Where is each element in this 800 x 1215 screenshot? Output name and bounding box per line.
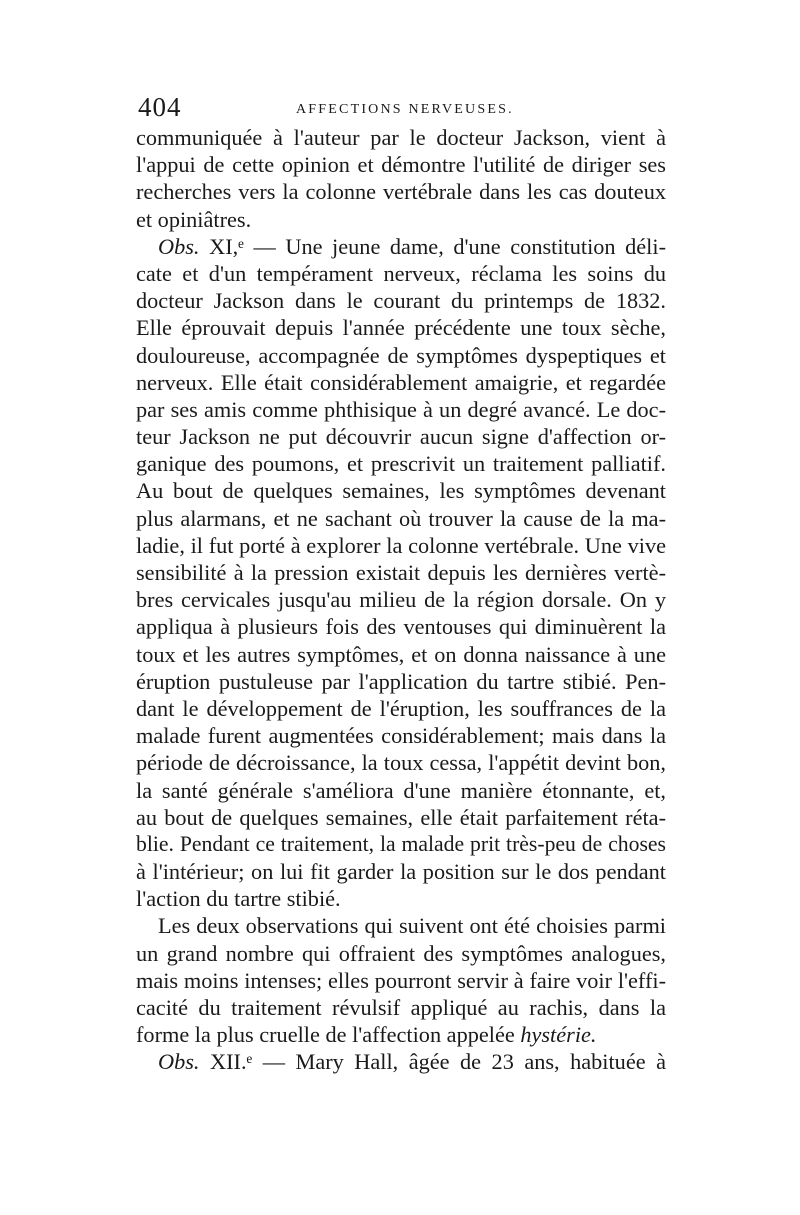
text-line: malade furent augmentées considérablement; mais dans la bbox=[136, 723, 666, 749]
text-line: sensibilité à la pression existait depuis les dernières vertè- bbox=[136, 560, 666, 585]
text-line: période de décroissance, la toux cessa, l'appétit devint bon, bbox=[136, 750, 666, 776]
text-line: la santé générale s'améliora d'une manière étonnante, et, bbox=[136, 777, 666, 803]
text-line: Obs. XII.ᵉ — Mary Hall, âgée de 23 ans, habituée à bbox=[158, 1049, 666, 1075]
text-line: et opiniâtres. bbox=[136, 206, 252, 232]
text-line: recherches vers la colonne vertébrale dans les cas douteux bbox=[136, 179, 666, 205]
obs-label: Obs. bbox=[158, 233, 200, 259]
text-line: Elle éprouvait depuis l'année précédente une toux sèche, bbox=[136, 315, 666, 341]
text-line: bres cervicales jusqu'au milieu de la région dorsale. On y bbox=[136, 587, 666, 613]
text-line: éruption pustuleuse par l'application du tartre stibié. Pen- bbox=[136, 668, 666, 694]
text-line: Au bout de quelques semaines, les symptômes devenant bbox=[136, 478, 666, 504]
text-line: docteur Jackson dans le courant du printemps de 1832. bbox=[136, 288, 666, 314]
text-line: mais moins intenses; elles pourront servir à faire voir l'effi- bbox=[136, 967, 666, 993]
text-line: blie. Pendant ce traitement, la malade prit très-peu de choses bbox=[136, 831, 666, 856]
obs-label: Obs. bbox=[158, 1049, 200, 1075]
text-line: douloureuse, accompagnée de symptômes dyspeptiques et bbox=[136, 342, 666, 368]
text-line: Obs. XI,ᵉ — Une jeune dame, d'une constitution déli- bbox=[158, 233, 666, 259]
text-line: forme la plus cruelle de l'affection appelée hystérie. bbox=[136, 1022, 597, 1048]
text-line: l'appui de cette opinion et démontre l'utilité de diriger ses bbox=[136, 152, 666, 178]
text-line: dant le développement de l'éruption, les souffrances de la bbox=[136, 695, 666, 721]
running-head: AFFECTIONS NERVEUSES. bbox=[296, 102, 514, 117]
text-line: cacité du traitement révulsif appliqué au rachis, dans la bbox=[136, 995, 666, 1020]
text-line: l'action du tartre stibié. bbox=[136, 886, 341, 912]
text-line: teur Jackson ne put découvrir aucun signe d'affection or- bbox=[136, 424, 666, 450]
text-line: appliqua à plusieurs fois des ventouses qui diminuèrent la bbox=[136, 614, 666, 640]
text-line: ladie, il fut porté à explorer la colonne vertébrale. Une vive bbox=[136, 532, 666, 558]
text-line: plus alarmans, et ne sachant où trouver la cause de la ma- bbox=[136, 505, 666, 531]
text-line: un grand nombre qui offraient des symptômes analogues, bbox=[136, 940, 666, 966]
text-line: nerveux. Elle était considérablement amaigrie, et regardée bbox=[136, 369, 666, 395]
hysteria-term: hystérie. bbox=[520, 1022, 597, 1048]
text-line: Les deux observations qui suivent ont été choisies parmi bbox=[158, 913, 666, 939]
page-header bbox=[136, 92, 666, 128]
page-number: 404 bbox=[138, 92, 182, 122]
text-line: communiquée à l'auteur par le docteur Jackson, vient à bbox=[136, 125, 666, 150]
text-line: au bout de quelques semaines, elle était parfaitement réta- bbox=[136, 804, 666, 830]
body-text bbox=[136, 124, 666, 1076]
text-line: à l'intérieur; on lui fit garder la position sur le dos pendant bbox=[136, 859, 666, 885]
text-line: toux et les autres symptômes, et on donna naissance à une bbox=[136, 641, 666, 667]
text-line: ganique des poumons, et prescrivit un traitement palliatif. bbox=[136, 451, 666, 477]
text-line: cate et d'un tempérament nerveux, réclama les soins du bbox=[136, 260, 666, 286]
text-line: par ses amis comme phthisique à un degré avancé. Le doc- bbox=[136, 396, 666, 422]
